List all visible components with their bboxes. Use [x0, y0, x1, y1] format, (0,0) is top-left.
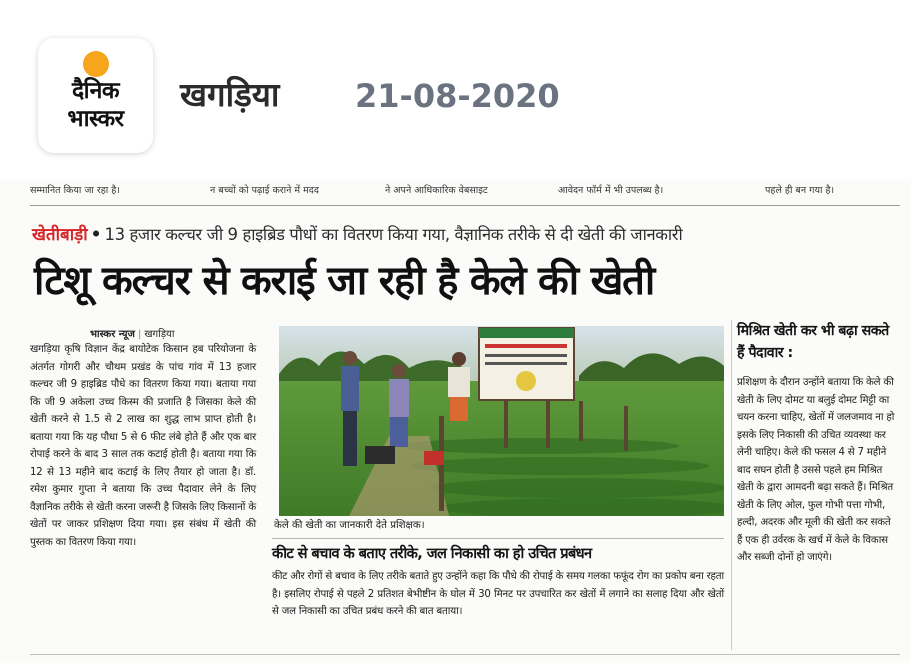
byline-separator: | [137, 329, 142, 340]
page-header [0, 0, 911, 180]
field-photo-illustration [279, 326, 724, 516]
right-subheading: मिश्रित खेती कर भी बढ़ा सकते हैं पैदावार : [737, 323, 889, 361]
dainik-bhaskar-logo-icon[interactable] [38, 38, 153, 153]
logo-word-bhaskar: भास्कर [67, 106, 124, 132]
article-headline: टिशू कल्चर से कराई जा रही है केले की खेती [34, 258, 655, 304]
article-body-middle-column: कीट और रोगों से बचाव के लिए तरीके बताते हुए उन्होंने कहा कि पौधे की रोपाई के समय गलका फफूंद रोग का प्रकोप बना रहता है। इसलिए रोपाई से पहले 2 प्रतिशत बेभीष्टीन के घोल में 30 मिनट पर उपचारित कर खेतों में लगाने का सलाह दिया और खेतों से जल निकासी का उचित प्रबंध करने की बात बताया। [272, 571, 724, 617]
article-body-left-column: खगड़िया कृषि विज्ञान केंद्र बायोटेक किसान हब परियोजना के अंतर्गत गोगरी और चौथम प्रखंड के पांच गांव में 13 हजार कल्चर जी 9 हाइब्रिड पौधे का वितरण किया गया। बताया गया कि जी 9 अकेला उच्च किस्म की प्रजाति है जिसका केले की खेती करने से 1.5 से 2 लाख का शुद्ध लाभ प्राप्त होती है। बताया गया कि यह पौधा 5 से 6 फीट लंबे होते हैं और एक बार रोपाई करने के बाद 3 साल तक कटाई होती है। बताया गया कि 12 से 13 महीने बाद कटाई के लिए तैयार हो जाता है। डॉ. रमेश कुमार गुप्ता ने बताया कि उच्च पैदावार लेने के लिए वैज्ञानिक तरीके से खेती करना जरूरी है जिसके लिए किसानों के खेतों पर जाकर प्रशिक्षण दिया गया। इस संबंध में खेती की पुस्तक का वितरण किया गया। [30, 344, 256, 548]
previous-strip-fragment: ने अपने आधिकारिक वेबसाइट [385, 185, 488, 196]
logo-sun-icon [83, 51, 109, 77]
kicker-bullet: • [90, 225, 102, 245]
newspaper-clipping [0, 180, 911, 663]
article-photo [279, 326, 724, 516]
previous-strip-fragment: आवेदन फॉर्म में भी उपलब्ध है। [558, 185, 664, 196]
article-body-right-column: प्रशिक्षण के दौरान उन्होंने बताया कि केले की खेती के लिए दोमट या बलुई दोमट मिट्टी का चयन करना चाहिए, खेतों में जलजमाव ना हो इसके लिए निकासी की उचित व्यवस्था कर लेनी चाहिए। केले की फसल 4 से 7 महीने बाद सघन होती है उससे पहले हम मिश्रित खेती के द्वारा आमदनी बढ़ा सकते हैं। मिश्रित खेती के लिए ओल, फुल गोभी पत्ता गोभी, हल्दी, अदरक और मूली की खेती कर सकते हैं एक ही उर्वरक के खर्च में केले के विकास और सब्जी दोनों हो जाएंगे। [737, 377, 895, 563]
photo-caption: केले की खेती का जानकारी देते प्रशिक्षक। [274, 520, 425, 531]
article-kicker [32, 222, 902, 248]
byline-city: खगड़िया [144, 329, 175, 340]
divider-rule [272, 538, 724, 539]
kicker-text: 13 हजार कल्चर जी 9 हाइब्रिड पौधों का वितरण किया गया, वैज्ञानिक तरीके से दी खेती की जानकारी [104, 225, 683, 244]
divider-rule [30, 205, 900, 206]
previous-article-strip [30, 184, 890, 198]
previous-strip-fragment: सम्मानित किया जा रहा है। [30, 185, 120, 196]
article-byline [90, 326, 174, 340]
middle-subheading: कीट से बचाव के बताए तरीके, जल निकासी का हो उचित प्रबंधन [272, 545, 592, 562]
previous-strip-fragment: न बच्चों को पढ़ाई कराने में मदद [210, 185, 319, 196]
divider-rule [30, 654, 900, 655]
byline-agency: भास्कर न्यूज [90, 329, 135, 340]
column-divider [731, 320, 732, 650]
edition-city-title: खगड़िया [180, 75, 280, 114]
edition-date: 21-08-2020 [355, 77, 560, 115]
logo-word-dainik: दैनिक [71, 78, 120, 104]
previous-strip-fragment: पहले ही बन गया है। [765, 185, 835, 196]
kicker-tag: खेतीबाड़ी [32, 225, 88, 245]
